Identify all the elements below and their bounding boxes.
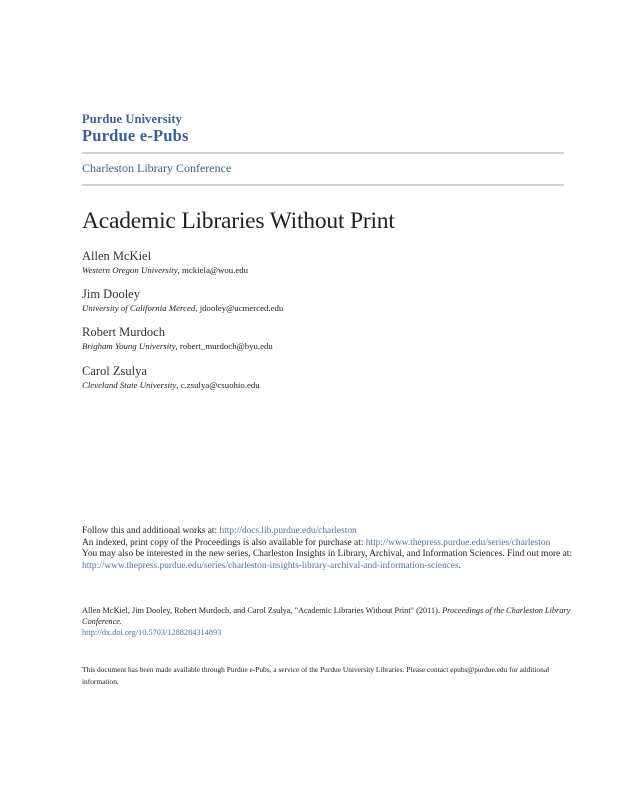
- author-block: [82, 287, 283, 315]
- author-affiliation: University of California Merced: [82, 303, 196, 313]
- author-email[interactable]: c.zsulya@csuohio.edu: [180, 380, 260, 390]
- insights-text: You may also be interested in the new series, Charleston Insights in Library, Archival, and Information Sciences. Find out more at:: [82, 549, 573, 559]
- author-affiliation-line: Western Oregon University, mckiela@wou.edu: [82, 265, 249, 275]
- availability-notice: [82, 664, 572, 688]
- institution-name: Purdue University: [82, 112, 182, 126]
- insights-line: [82, 549, 572, 572]
- citation-section: [82, 605, 572, 638]
- citation-text: Allen McKiel, Jim Dooley, Robert Murdoch, and Carol Zsulya, "Academic Libraries Without Print" (2011).: [82, 606, 443, 615]
- follow-section: [82, 526, 572, 572]
- notice-text: This document has been made available through Purdue e-Pubs, a service of the Purdue University Libraries. Please contact epubs@purdue.edu for additional information.: [82, 665, 550, 686]
- author-email[interactable]: robert_murdoch@byu.edu: [179, 341, 273, 351]
- author-affiliation-line: University of California Merced, jdooley@ucmerced.edu: [82, 303, 284, 313]
- author-affiliation-line: Cleveland State University, c.zsulya@csuohio.edu: [82, 380, 260, 390]
- header-divider-bottom: [82, 184, 564, 186]
- follow-line: [82, 526, 572, 538]
- repository-name[interactable]: Purdue e-Pubs: [82, 126, 189, 145]
- author-name: Jim Dooley: [82, 287, 140, 301]
- author-name: Carol Zsulya: [82, 364, 147, 378]
- author-affiliation: Western Oregon University: [82, 265, 178, 275]
- purchase-line: [82, 538, 572, 550]
- header-divider-top: [82, 152, 564, 154]
- author-email[interactable]: mckiela@wou.edu: [182, 265, 249, 275]
- author-name: Robert Murdoch: [82, 325, 165, 339]
- author-block: [82, 249, 248, 277]
- author-name: Allen McKiel: [82, 249, 152, 263]
- doi-link[interactable]: http://dx.doi.org/10.5703/1288284314893: [82, 628, 222, 637]
- series-link[interactable]: Charleston Library Conference: [82, 161, 232, 175]
- follow-text: Follow this and additional works at:: [82, 526, 220, 536]
- insights-link[interactable]: http://www.thepress.purdue.edu/series/charleston-insights-library-archival-and-information-sciences: [82, 560, 459, 571]
- author-block: [82, 364, 260, 392]
- author-email[interactable]: jdooley@ucmerced.edu: [199, 303, 284, 313]
- insights-period: .: [458, 560, 461, 571]
- purchase-link[interactable]: http://www.thepress.purdue.edu/series/charleston: [365, 537, 551, 548]
- author-affiliation: Brigham Young University: [82, 341, 176, 351]
- citation-source: Proceedings of the Charleston Library Conference.: [82, 606, 571, 626]
- purchase-text: An indexed, print copy of the Proceedings is also available for purchase at:: [82, 537, 366, 548]
- author-affiliation: Cleveland State University: [82, 380, 177, 390]
- author-affiliation-line: Brigham Young University, robert_murdoch@byu.edu: [82, 341, 273, 351]
- charleston-collection-link[interactable]: http://docs.lib.purdue.edu/charleston: [219, 526, 357, 536]
- author-block: [82, 325, 273, 353]
- citation-line: [82, 605, 572, 627]
- paper-title: Academic Libraries Without Print: [82, 208, 395, 234]
